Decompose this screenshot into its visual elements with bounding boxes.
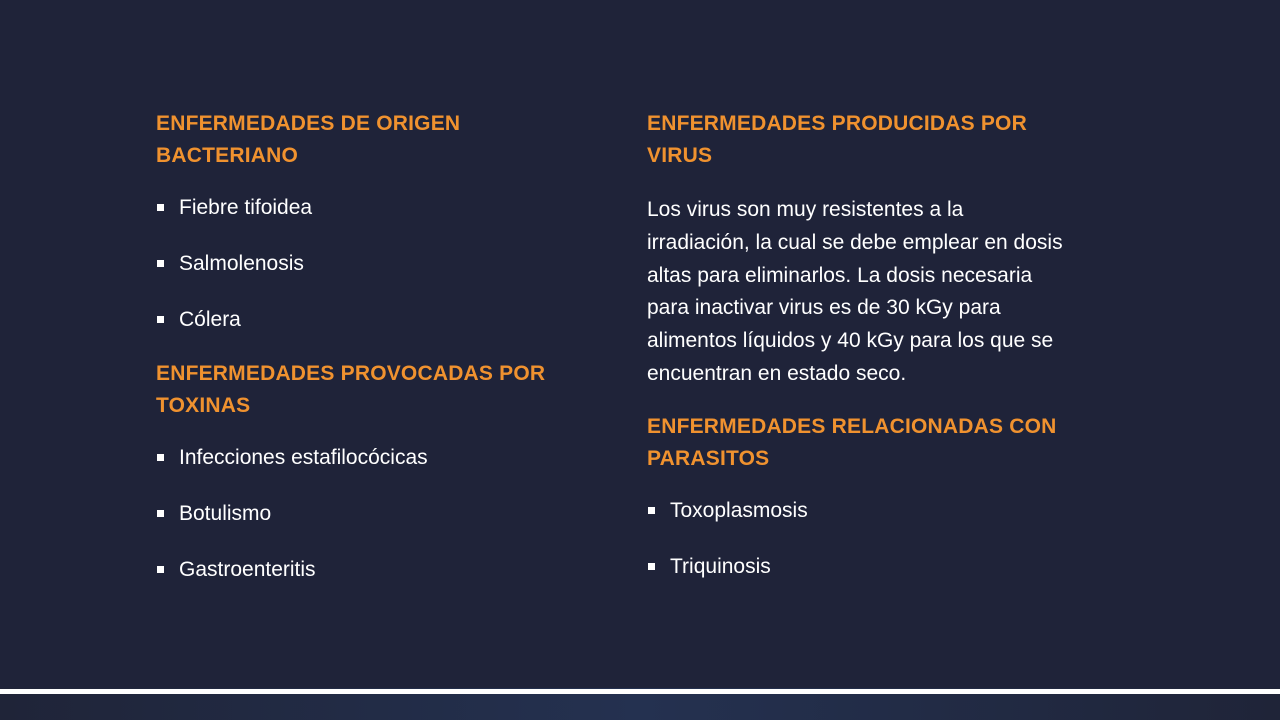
square-bullet-icon — [157, 204, 164, 211]
list-item-label: Infecciones estafilocócicas — [179, 446, 428, 469]
list-item-label: Salmolenosis — [179, 252, 304, 275]
heading-line: ENFERMEDADES PRODUCIDAS POR — [647, 112, 1027, 135]
right-column — [647, 108, 1127, 581]
heading-line: ENFERMEDADES RELACIONADAS CON — [647, 414, 1057, 438]
list-item-label: Triquinosis — [670, 554, 771, 578]
heading-line: VIRUS — [647, 144, 713, 167]
bottom-divider — [0, 689, 1280, 694]
paragraph-line: encuentran en estado seco. — [647, 361, 907, 385]
virus-paragraph — [647, 194, 1127, 391]
paragraph-line: Los virus son muy resistentes a la — [647, 198, 964, 221]
paragraph-line: irradiación, la cual se debe emplear en dosis — [647, 230, 1063, 254]
heading-line: BACTERIANO — [156, 144, 298, 167]
list-item-label: Fiebre tifoidea — [179, 196, 313, 219]
square-bullet-icon — [157, 510, 164, 517]
list-item-label: Botulismo — [179, 502, 272, 525]
square-bullet-icon — [157, 260, 164, 267]
paragraph-line: alimentos líquidos y 40 kGy para los que se — [647, 329, 1054, 353]
paragraph-line: altas para eliminarlos. La dosis necesaria — [647, 263, 1033, 287]
toxins-list — [156, 444, 616, 584]
heading-line: ENFERMEDADES DE ORIGEN — [156, 112, 461, 135]
list-item — [156, 444, 616, 472]
heading-line: ENFERMEDADES PROVOCADAS POR — [156, 362, 546, 385]
square-bullet-icon — [157, 316, 164, 323]
paragraph-line: para inactivar virus es de 30 kGy para — [647, 296, 1001, 320]
heading-bacterial — [156, 108, 616, 172]
list-item — [156, 250, 616, 278]
list-item — [156, 500, 616, 528]
list-item — [647, 553, 1127, 581]
parasites-list — [647, 497, 1127, 581]
left-column — [156, 108, 616, 584]
square-bullet-icon — [157, 454, 164, 461]
square-bullet-icon — [157, 566, 164, 573]
bacterial-list — [156, 194, 616, 334]
heading-line: PARASITOS — [647, 446, 770, 470]
list-item — [156, 194, 616, 222]
square-bullet-icon — [648, 563, 655, 570]
heading-line: TOXINAS — [156, 394, 251, 417]
list-item-label: Gastroenteritis — [179, 558, 316, 581]
heading-toxins — [156, 358, 616, 422]
list-item-label: Toxoplasmosis — [670, 498, 808, 522]
heading-virus — [647, 108, 1127, 172]
heading-parasites — [647, 411, 1127, 475]
list-item — [156, 306, 616, 334]
list-item — [647, 497, 1127, 525]
list-item-label: Cólera — [179, 308, 241, 331]
square-bullet-icon — [648, 507, 655, 514]
list-item — [156, 556, 616, 584]
